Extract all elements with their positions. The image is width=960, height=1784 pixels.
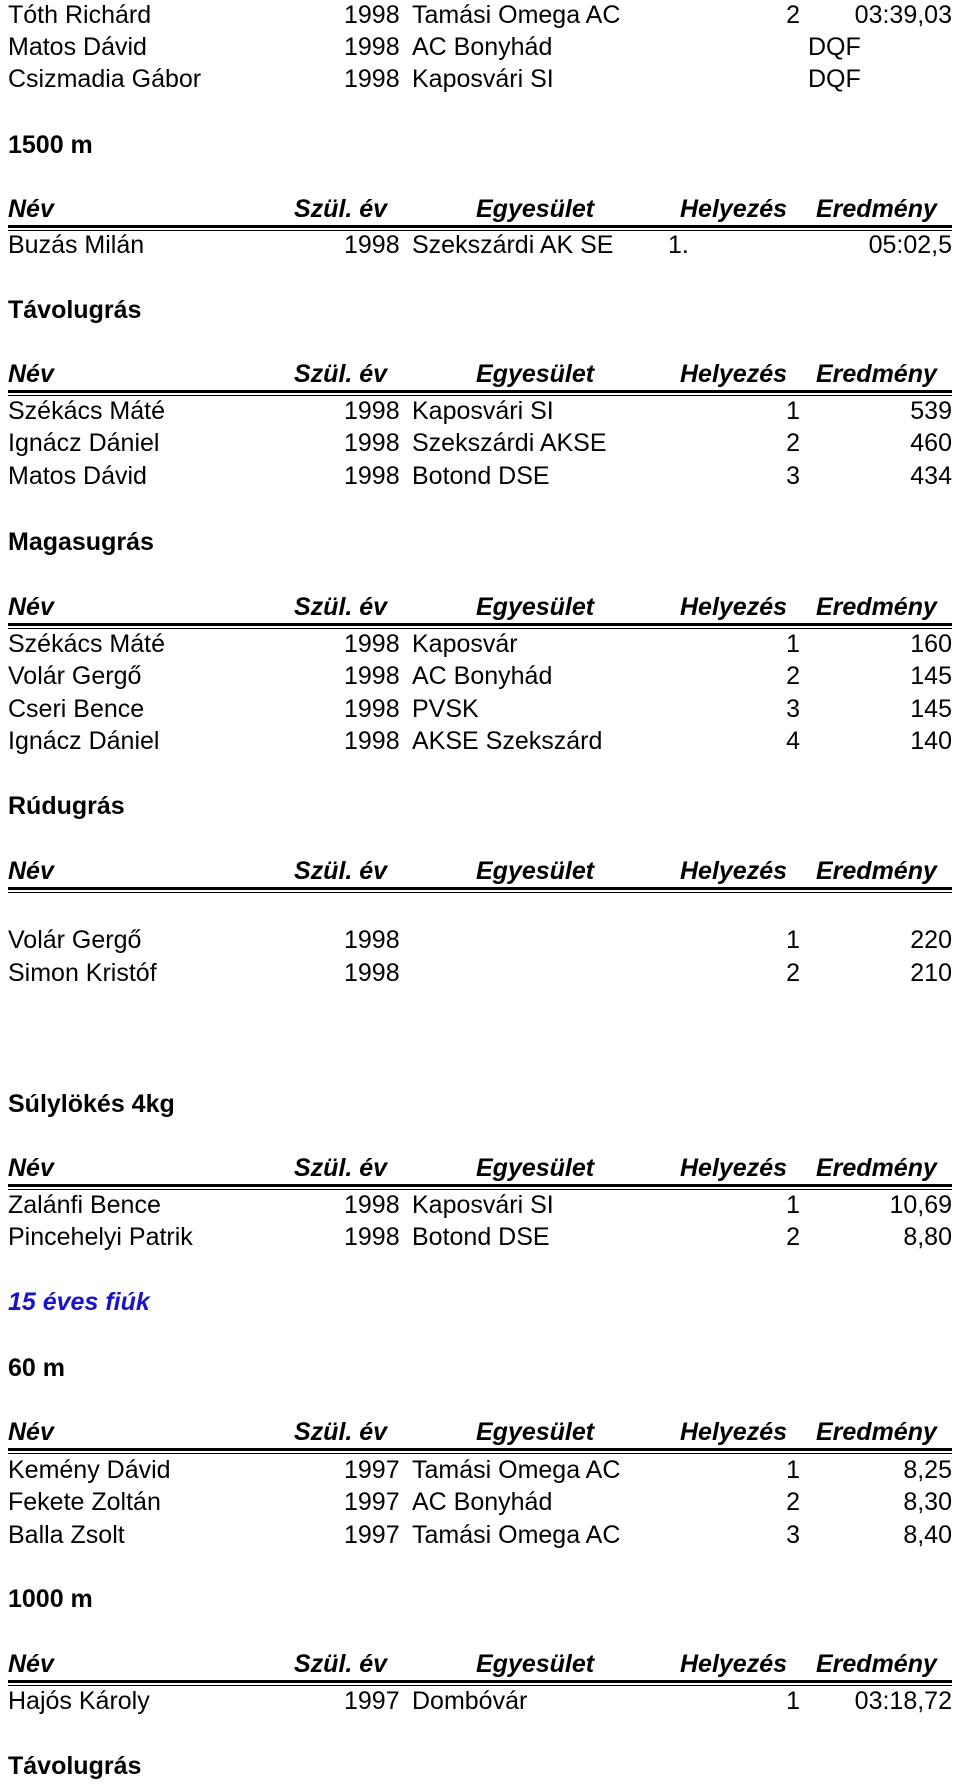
event-title-text: Távolugrás: [8, 1752, 142, 1780]
result: 434: [910, 462, 952, 490]
athlete-name: Matos Dávid: [8, 462, 147, 490]
athlete-name: Matos Dávid: [8, 33, 147, 61]
birth-year: 1998: [344, 462, 400, 490]
header-result: Eredmény: [816, 857, 937, 885]
table-row: [0, 925, 960, 955]
header-result: Eredmény: [816, 360, 937, 388]
birth-year: 1998: [344, 429, 400, 457]
club-name: Szekszárdi AKSE: [412, 429, 607, 457]
header-place: Helyezés: [680, 1650, 788, 1678]
athlete-name: Csizmadia Gábor: [8, 65, 202, 93]
table-row: [0, 396, 960, 426]
header-name: Név: [8, 1650, 54, 1678]
result: 8,25: [903, 1456, 952, 1484]
club-name: AC Bonyhád: [412, 662, 553, 690]
table-row: [0, 32, 960, 62]
table-row: [0, 0, 960, 30]
birth-year: 1998: [344, 1191, 400, 1219]
table-header: [0, 856, 960, 886]
header-place: Helyezés: [680, 1154, 788, 1182]
birth-year: 1997: [344, 1456, 400, 1484]
birth-year: 1997: [344, 1687, 400, 1715]
table-row: [0, 1686, 960, 1716]
birth-year: 1998: [344, 630, 400, 658]
club-name: Tamási Omega AC: [412, 1521, 621, 1549]
table-header: [0, 592, 960, 622]
header-rule: [8, 225, 952, 228]
birth-year: 1998: [344, 662, 400, 690]
event-title: [0, 791, 960, 821]
header-club: Egyesület: [476, 1154, 595, 1182]
athlete-name: Volár Gergő: [8, 926, 142, 954]
athlete-name: Pincehelyi Patrik: [8, 1223, 193, 1251]
header-rule: [8, 1184, 952, 1187]
club-name: Botond DSE: [412, 462, 550, 490]
age-group-heading: [0, 1287, 960, 1317]
placement: 4: [786, 727, 800, 755]
table-row: [0, 230, 960, 260]
header-rule: [8, 892, 952, 893]
placement: 2: [786, 1223, 800, 1251]
event-title: [0, 527, 960, 557]
result: 160: [910, 630, 952, 658]
header-club: Egyesület: [476, 1650, 595, 1678]
result: 8,30: [903, 1488, 952, 1516]
placement: 1: [786, 1191, 800, 1219]
placement: 1: [786, 1456, 800, 1484]
table-row: [0, 1520, 960, 1550]
result: 03:39,03: [854, 1, 952, 29]
result: 8,40: [903, 1521, 952, 1549]
birth-year: 1998: [344, 397, 400, 425]
result: 8,80: [903, 1223, 952, 1251]
age-group-text: 15 éves fiúk: [8, 1288, 150, 1316]
header-result: Eredmény: [816, 195, 937, 223]
header-rule: [8, 1680, 952, 1683]
result: DQF: [808, 33, 861, 61]
athlete-name: Székács Máté: [8, 397, 166, 425]
placement: 1: [786, 630, 800, 658]
birth-year: 1998: [344, 926, 400, 954]
birth-year: 1998: [344, 727, 400, 755]
club-name: AKSE Szekszárd: [412, 727, 603, 755]
table-row: [0, 428, 960, 458]
athlete-name: Fekete Zoltán: [8, 1488, 161, 1516]
table-header: [0, 1649, 960, 1679]
athlete-name: Ignácz Dániel: [8, 727, 160, 755]
club-name: Kaposvári SI: [412, 397, 554, 425]
event-title-text: Távolugrás: [8, 296, 142, 324]
header-name: Név: [8, 593, 54, 621]
placement: 3: [786, 462, 800, 490]
table-row: [0, 1190, 960, 1220]
club-name: PVSK: [412, 695, 479, 723]
table-row: [0, 726, 960, 756]
club-name: Kaposvári SI: [412, 65, 554, 93]
athlete-name: Zalánfi Bence: [8, 1191, 161, 1219]
event-title-text: 1500 m: [8, 131, 93, 159]
table-header: [0, 194, 960, 224]
header-year: Szül. év: [294, 1650, 388, 1678]
club-name: Kaposvári SI: [412, 1191, 554, 1219]
placement: 2: [786, 1, 800, 29]
header-rule: [8, 623, 952, 626]
birth-year: 1998: [344, 1223, 400, 1251]
athlete-name: Simon Kristóf: [8, 959, 157, 987]
header-name: Név: [8, 1154, 54, 1182]
event-title: [0, 1353, 960, 1383]
placement: 3: [786, 695, 800, 723]
header-club: Egyesület: [476, 1418, 595, 1446]
header-result: Eredmény: [816, 1418, 937, 1446]
header-club: Egyesület: [476, 360, 595, 388]
header-year: Szül. év: [294, 195, 388, 223]
header-rule: [8, 390, 952, 393]
result: 145: [910, 695, 952, 723]
header-year: Szül. év: [294, 360, 388, 388]
header-rule: [8, 887, 952, 890]
club-name: Tamási Omega AC: [412, 1456, 621, 1484]
club-name: AC Bonyhád: [412, 1488, 553, 1516]
event-title-text: Súlylökés 4kg: [8, 1090, 175, 1118]
header-club: Egyesület: [476, 857, 595, 885]
placement: 1: [786, 397, 800, 425]
birth-year: 1998: [344, 33, 400, 61]
header-club: Egyesület: [476, 593, 595, 621]
club-name: Botond DSE: [412, 1223, 550, 1251]
result: 145: [910, 662, 952, 690]
club-name: Kaposvár: [412, 630, 518, 658]
table-row: [0, 1487, 960, 1517]
placement: 2: [786, 959, 800, 987]
table-row: [0, 461, 960, 491]
header-name: Név: [8, 195, 54, 223]
table-header: [0, 1153, 960, 1183]
birth-year: 1998: [344, 65, 400, 93]
header-place: Helyezés: [680, 1418, 788, 1446]
result: 05:02,5: [868, 231, 952, 259]
header-name: Név: [8, 857, 54, 885]
athlete-name: Volár Gergő: [8, 662, 142, 690]
header-result: Eredmény: [816, 593, 937, 621]
header-rule: [8, 1448, 952, 1451]
placement: 3: [786, 1521, 800, 1549]
header-place: Helyezés: [680, 593, 788, 621]
club-name: AC Bonyhád: [412, 33, 553, 61]
header-rule: [8, 1453, 952, 1454]
header-place: Helyezés: [680, 857, 788, 885]
result: 03:18,72: [854, 1687, 952, 1715]
table-row: [0, 1222, 960, 1252]
event-title: [0, 295, 960, 325]
result: DQF: [808, 65, 861, 93]
athlete-name: Kemény Dávid: [8, 1456, 171, 1484]
placement: 1: [786, 926, 800, 954]
birth-year: 1997: [344, 1521, 400, 1549]
event-title: [0, 1751, 960, 1781]
event-title-text: Rúdugrás: [8, 792, 125, 820]
event-title-text: Magasugrás: [8, 528, 154, 556]
header-year: Szül. év: [294, 1418, 388, 1446]
header-year: Szül. év: [294, 593, 388, 621]
table-row: [0, 694, 960, 724]
header-year: Szül. év: [294, 857, 388, 885]
header-name: Név: [8, 360, 54, 388]
table-row: [0, 629, 960, 659]
athlete-name: Cseri Bence: [8, 695, 145, 723]
event-title-text: 1000 m: [8, 1585, 93, 1613]
birth-year: 1998: [344, 959, 400, 987]
result: 539: [910, 397, 952, 425]
result: 460: [910, 429, 952, 457]
header-result: Eredmény: [816, 1154, 937, 1182]
athlete-name: Balla Zsolt: [8, 1521, 125, 1549]
event-title: [0, 130, 960, 160]
result: 140: [910, 727, 952, 755]
result: 210: [910, 959, 952, 987]
placement: 1: [786, 1687, 800, 1715]
table-row: [0, 661, 960, 691]
placement: 1.: [668, 231, 689, 259]
header-name: Név: [8, 1418, 54, 1446]
club-name: Dombóvár: [412, 1687, 528, 1715]
table-header: [0, 1417, 960, 1447]
athlete-name: Buzás Milán: [8, 231, 145, 259]
club-name: Szekszárdi AK SE: [412, 231, 614, 259]
table-row: [0, 64, 960, 94]
event-title-text: 60 m: [8, 1354, 65, 1382]
placement: 2: [786, 662, 800, 690]
header-place: Helyezés: [680, 360, 788, 388]
event-title: [0, 1584, 960, 1614]
result: 220: [910, 926, 952, 954]
placement: 2: [786, 1488, 800, 1516]
athlete-name: Hajós Károly: [8, 1687, 150, 1715]
athlete-name: Ignácz Dániel: [8, 429, 160, 457]
birth-year: 1998: [344, 1, 400, 29]
club-name: Tamási Omega AC: [412, 1, 621, 29]
table-row: [0, 958, 960, 988]
table-header: [0, 359, 960, 389]
athlete-name: Tóth Richárd: [8, 1, 152, 29]
header-year: Szül. év: [294, 1154, 388, 1182]
header-result: Eredmény: [816, 1650, 937, 1678]
table-row: [0, 1455, 960, 1485]
event-title: [0, 1089, 960, 1119]
birth-year: 1998: [344, 695, 400, 723]
header-place: Helyezés: [680, 195, 788, 223]
athlete-name: Székács Máté: [8, 630, 166, 658]
result: 10,69: [889, 1191, 952, 1219]
birth-year: 1997: [344, 1488, 400, 1516]
header-club: Egyesület: [476, 195, 595, 223]
placement: 2: [786, 429, 800, 457]
birth-year: 1998: [344, 231, 400, 259]
